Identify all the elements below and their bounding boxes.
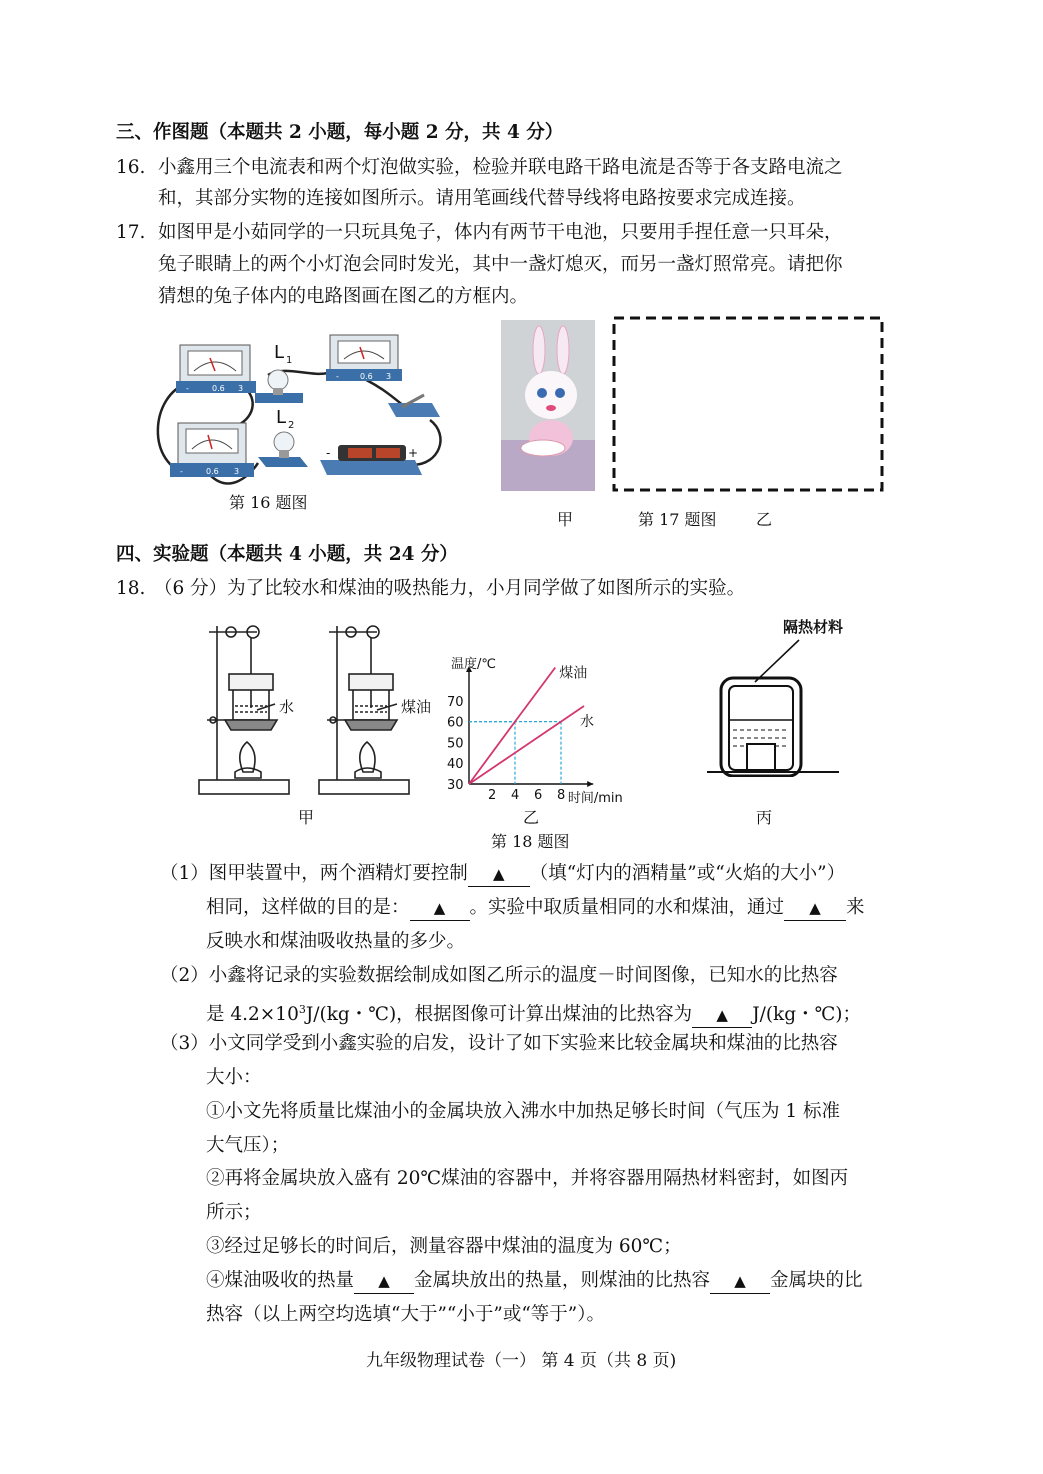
x-tick-label-6: 6 [534, 788, 543, 803]
figure18-label-bing: 丙 [756, 808, 773, 827]
y-tick-label-70: 70 [447, 694, 464, 710]
q18-part1-line3: 反映水和煤油吸收热量的多少。 [206, 931, 466, 952]
q17-text-line3: 猜想的兔子体内的电路图画在图乙的方框内。 [158, 286, 529, 307]
heating-apparatus-figure [195, 612, 435, 800]
q18-part1-line1: （1）图甲装置中，两个酒精灯要控制 ▲ （填“灯内的酒精量”或“火焰的大小”） [160, 862, 845, 887]
figure18-label-yi: 乙 [523, 808, 540, 827]
svg-text:煤油: 煤油 [401, 698, 432, 716]
svg-text:3: 3 [238, 384, 244, 393]
figure18-caption: 第 18 题图 [491, 832, 570, 851]
question-number-17: 17. [116, 222, 146, 243]
x-axis-label: 时间/min [567, 791, 623, 806]
svg-text:3: 3 [386, 372, 392, 381]
q18-step4-line1: ④煤油吸收的热量 ▲ 金属块放出的热量，则煤油的比热容 ▲ 金属块的比 [206, 1269, 863, 1294]
insulated-container-figure [703, 612, 883, 777]
q18-step2-line1: ②再将金属块放入盛有 20℃煤油的容器中，并将容器用隔热材料密封，如图丙 [206, 1168, 849, 1189]
y-tick-label-40: 40 [447, 757, 464, 773]
question-number-16: 16. [116, 157, 146, 178]
section-heading-3: 三、作图题（本题共 2 小题，每小题 2 分，共 4 分） [116, 122, 564, 143]
q18-step1-line2: 大气压）； [206, 1135, 290, 1156]
circuit-figure [150, 325, 450, 495]
svg-text:3: 3 [234, 467, 240, 476]
x-tick-label-4: 4 [511, 788, 520, 803]
q18-part2-line1: （2）小鑫将记录的实验数据绘制成如图乙所示的温度－时间图像，已知水的比热容 [160, 965, 838, 986]
y-tick-label-30: 30 [447, 778, 464, 793]
q18-step3: ③经过足够长的时间后，测量容器中煤油的温度为 60℃； [206, 1236, 682, 1257]
temperature-time-chart [443, 656, 658, 806]
series-line-1 [469, 706, 584, 784]
svg-text:2: 2 [288, 420, 295, 431]
answer-blank-2[interactable]: ▲ [410, 896, 470, 921]
figure17-caption: 第 17 题图 [638, 510, 717, 529]
ammeter-1 [176, 345, 256, 393]
toy-bunny-photo [501, 320, 595, 491]
q18-step2-line2: 所示； [206, 1202, 262, 1223]
x-axis-arrow [587, 781, 593, 787]
answer-blank-5[interactable]: ▲ [354, 1269, 414, 1294]
q18-step1-line1: ①小文先将质量比煤油小的金属块放入沸水中加热足够长时间（气压为 1 标准 [206, 1101, 841, 1122]
figure18-label-jia: 甲 [298, 808, 315, 827]
ammeter-3 [170, 423, 254, 477]
q18-part3-line1: （3）小文同学受到小鑫实验的启发，设计了如下实验来比较金属块和煤油的比热容 [160, 1033, 838, 1054]
series-label-0: 煤油 [559, 665, 588, 682]
svg-text:0.6: 0.6 [212, 384, 225, 393]
svg-text:0.6: 0.6 [206, 467, 219, 476]
q18-part1-line2: 相同，这样做的目的是： ▲ 。实验中取质量相同的水和煤油，通过 ▲ 来 [206, 896, 865, 921]
svg-text:0.6: 0.6 [360, 372, 373, 381]
svg-text:L: L [276, 407, 287, 428]
question-number-18: 18. [116, 578, 146, 599]
x-tick-label-8: 8 [557, 788, 566, 803]
q18-intro: （6 分）为了比较水和煤油的吸热能力，小月同学做了如图所示的实验。 [154, 578, 746, 599]
series-line-0 [469, 668, 555, 784]
svg-text:L: L [274, 342, 285, 363]
svg-text:+: + [408, 446, 419, 460]
circuit-answer-box [612, 316, 884, 494]
answer-blank-1[interactable]: ▲ [468, 862, 530, 887]
svg-text:1: 1 [286, 355, 293, 366]
q17-text-line1: 如图甲是小茹同学的一只玩具兔子，体内有两节干电池，只要用手捏任意一只耳朵， [158, 222, 843, 243]
svg-text:-: - [186, 384, 189, 393]
y-tick-label-50: 50 [447, 736, 464, 752]
svg-text:隔热材料: 隔热材料 [783, 618, 844, 636]
answer-blank-3[interactable]: ▲ [784, 896, 846, 921]
svg-text:-: - [336, 372, 339, 381]
y-tick-label-60: 60 [447, 715, 464, 731]
svg-text:-: - [180, 467, 183, 476]
ammeter-2 [326, 335, 402, 381]
figure16-caption: 第 16 题图 [229, 493, 308, 512]
battery-box [320, 445, 422, 475]
answer-blank-4[interactable]: ▲ [692, 1003, 752, 1028]
q16-text-line1: 小鑫用三个电流表和两个灯泡做实验，检验并联电路干路电流是否等于各支路电流之 [158, 157, 843, 178]
x-tick-label-2: 2 [488, 788, 497, 803]
q18-step4-line2: 热容（以上两空均选填“大于”“小于”或“等于”）。 [206, 1304, 605, 1325]
q18-part3-line2: 大小： [206, 1067, 262, 1088]
answer-blank-6[interactable]: ▲ [710, 1269, 770, 1294]
y-axis-label: 温度/℃ [451, 657, 496, 672]
series-label-1: 水 [580, 714, 594, 730]
lamp-l2 [258, 407, 308, 467]
svg-text:水: 水 [279, 698, 295, 716]
page-footer: 九年级物理试卷（一） 第 4 页（共 8 页) [366, 1351, 677, 1371]
section-heading-4: 四、实验题（本题共 4 小题，共 24 分） [116, 544, 458, 565]
q16-text-line2: 和，其部分实物的连接如图所示。请用笔画线代替导线将电路按要求完成连接。 [158, 188, 806, 209]
q18-part2-line2: 是 $4.2\times 10^3J/(kg$・℃)，根据图像可计算出煤油的比热容为 ▲ J/(kg・℃)； [206, 998, 861, 1028]
figure17-label-yi: 乙 [756, 510, 773, 529]
q17-text-line2: 兔子眼睛上的两个小灯泡会同时发光，其中一盏灯熄灭，而另一盏灯照常亮。请把你 [158, 254, 843, 275]
figure17-label-jia: 甲 [557, 510, 574, 529]
svg-text:-: - [326, 446, 331, 460]
